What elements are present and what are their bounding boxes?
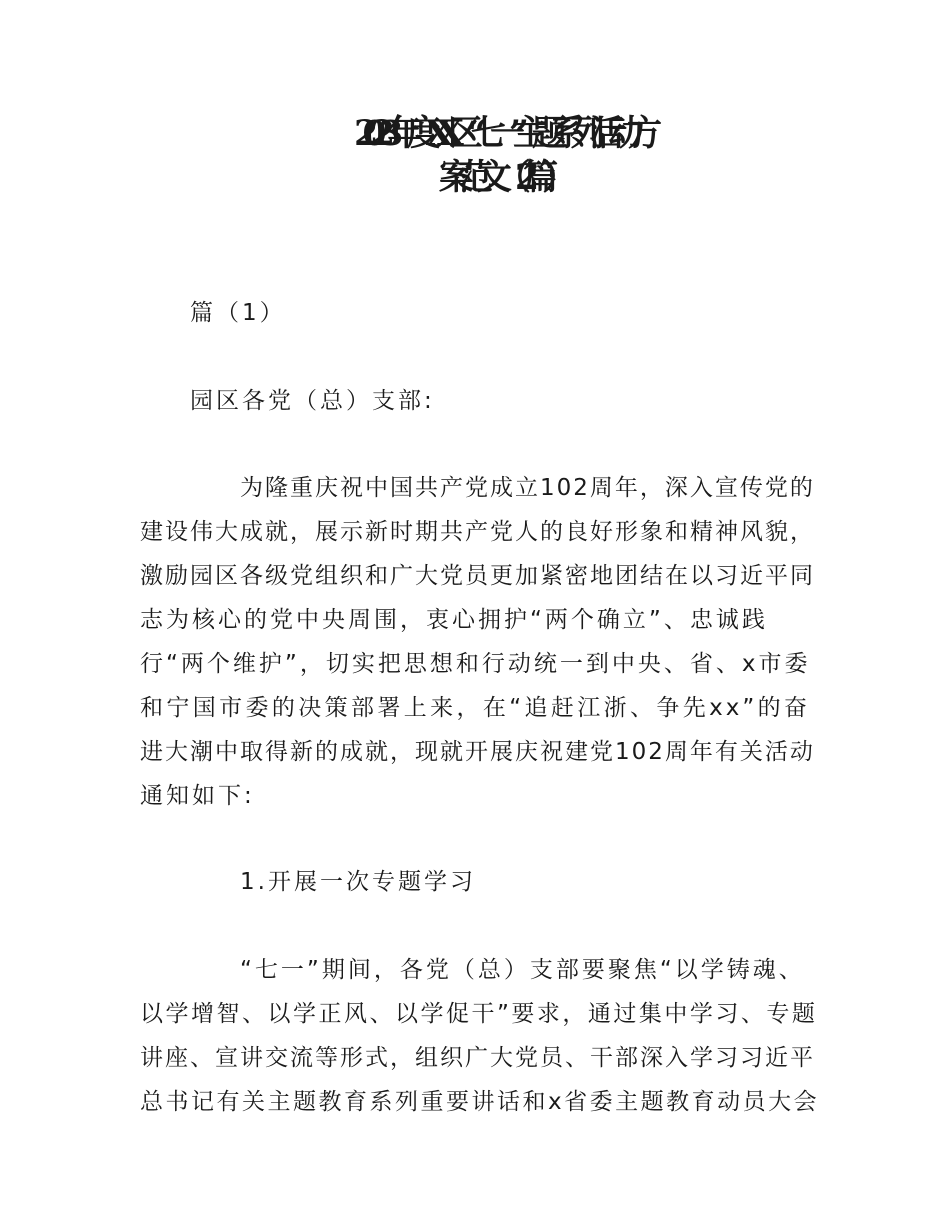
section-label: 篇（1）: [190, 300, 286, 326]
paragraph-1-line: 志为核心的党中央周围，衷心拥护“两个确立”、忠诚践: [140, 607, 768, 633]
paragraph-1-line: 建设伟大成就，展示新时期共产党人的良好形象和精神风貌，: [140, 519, 815, 545]
paragraph-1-line: 和宁国市委的决策部署上来，在“追赶江浙、争先xx”的奋: [140, 695, 810, 721]
document-title-line-2: 案范文（2篇）: [438, 157, 562, 198]
paragraph-1-line: 激励园区各级党组织和广大党员更加紧密地团结在以习近平同: [140, 563, 815, 589]
salutation: 园区各党（总）支部:: [190, 388, 435, 414]
paragraph-2-line: “七一”期间，各党（总）支部要聚焦“以学铸魂、: [240, 957, 805, 983]
paragraph-2-line: 以学增智、以学正风、以学促干”要求，通过集中学习、专题: [140, 1001, 818, 1027]
paragraph-1-line: 行“两个维护”，切实把思想和行动统一到中央、省、x市委: [140, 651, 811, 677]
paragraph-1-line: 进大潮中取得新的成就，现就开展庆祝建党102周年有关活动: [140, 739, 815, 765]
paragraph-1-line: 通知如下:: [140, 783, 255, 809]
item-1-heading: 1.开展一次专题学习: [240, 869, 476, 895]
paragraph-2-line: 讲座、宣讲交流等形式，组织广大党员、干部深入学习习近平: [140, 1045, 815, 1071]
paragraph-1-line: 为隆重庆祝中国共产党成立102周年，深入宣传党的: [240, 475, 815, 501]
paragraph-2-line: 总书记有关主题教育系列重要讲话和x省委主题教育动员大会: [140, 1089, 820, 1115]
document-title-line-1: 2023年度XX区“七一”主题系列活动方: [354, 113, 646, 154]
